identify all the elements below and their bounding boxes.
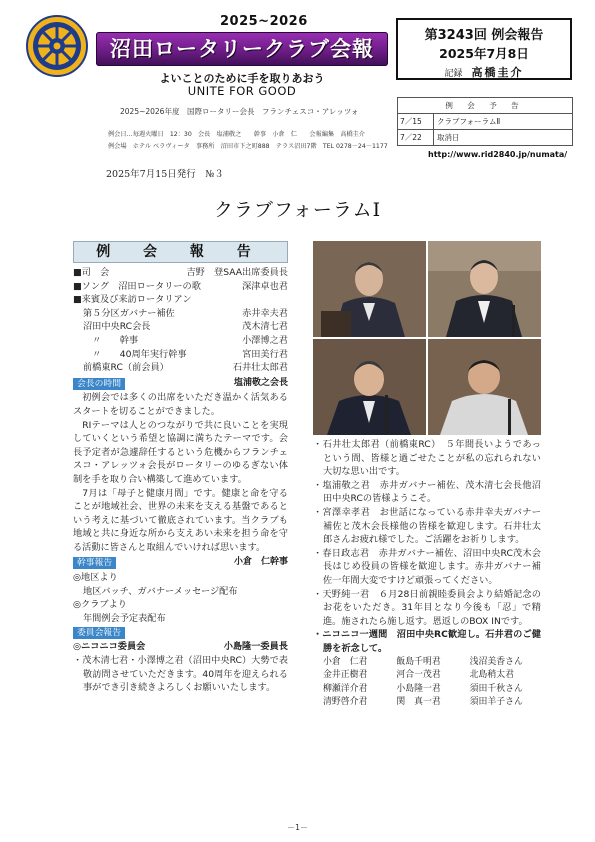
meeting-schedule [397,97,573,146]
president-paragraph: 7月は「母子と健康月間」です。健康と命を守ることが地域社会、世界の未来を支える基盤であるという考えに基づいて徹底されています。当クラブも地域と共に身近な所から支えあい未来を担う命を守る活動に皆さんと取組んでいければ思います。 [73,487,288,553]
report-box [396,18,572,80]
secretary-item: 地区バッチ、ガバナーメッセージ配布 [83,585,238,597]
schedule-row [398,130,572,145]
committee-name: ◎ニコニコ委員会 [73,641,146,653]
guest-name: 小澤博之君 [242,334,288,346]
page-title: クラブフォーラムⅠ [213,199,382,221]
schedule-date: 7／22 [398,130,434,145]
committee-item: ・茂木清七君・小澤博之君（沼田中央RC）大勢で表敬訪問させていただきます。40周年を迎えられる事ができ引き続きよろしくお願いいたします。 [73,655,288,694]
info-line-1: 2025~2026年度 国際ロータリー会長 フランチェスコ・アレッツォ [120,107,359,116]
schedule-item: 取消日 [437,133,460,142]
year-range: 2025~2026 [220,14,308,29]
schedule-title: 例 会 予 告 [398,98,572,114]
guest-name: 石井壮太郎君 [232,362,288,374]
slogan-jp: よいことのために手を取りあおう [159,72,325,85]
president-time-label: 会長の時間 [73,378,125,390]
nikoniko-item: ・宮澤幸孝君 お世話になっている赤井幸夫ガバナー補佐と茂木会長様他の皆様を歓迎します。石井壮太郎さんお疲れ様でした。ご活躍をお祈りします。 [313,506,541,546]
nikoniko-column [313,438,541,710]
guest-line [73,361,288,375]
nikoniko-item: ・天野純一君 ６月28日前親睦委員会より結婚記念のお花をいただき。31年目となり今後も「忍」で精進。施されたら施し返す。恩返しのBOX INです。 [313,588,541,627]
info-line-3: 例会場 ホテル ベラヴィータ 事務所 沼田市下之町888 テラス沼田7階 TEL 0278－24－1177 [108,143,388,150]
secretary-report-bar [73,556,288,570]
issue-info: 2025年7月15日発行 №３ [106,169,224,180]
club-name-banner [96,32,388,66]
photo-guest-speaker-3 [313,339,426,435]
guest-role: 〃 40周年実行幹事 [83,348,187,360]
rotary-logo [25,14,89,78]
nikoniko-weekly: ・ニコニコ一週間 沼田中央RC歓迎し。石井君のご健勝を祈念して。 [313,629,541,654]
president-name: 塩浦敬之会長 [233,377,288,388]
guest-line [73,307,288,321]
slogan-en: UNITE FOR GOOD [187,84,297,98]
photo-guest-speaker-1 [313,241,426,337]
president-paragraph: 初例会では多くの出席をいただき温かく活気あるスタートを切ることができました。 [73,392,288,417]
member-name: 浅沼美香さん [469,656,523,667]
recorder-name: 高橋圭介 [471,66,524,79]
guest-role: 前橋東RC（前会員） [83,362,169,374]
guest-name: 宮田美行君 [242,348,288,360]
recorder-label: 記録 [444,69,463,79]
member-name: 小倉 仁君 [323,656,368,667]
club-name: 沼田ロータリークラブ会報 [110,37,374,61]
secretary-name: 小倉 仁幹事 [233,557,288,568]
guest-role: 第５分区ガバナー補佐 [83,307,175,319]
website-url[interactable]: http://www.rid2840.jp/numata/ [428,150,568,159]
nikoniko-item: ・塩浦敬之君 赤井ガバナー補佐、茂木清七会長他沼田中央RCの皆様ようこそ。 [313,479,541,505]
photo-guest-speaker-4 [428,339,541,435]
report-heading: 例 会 報 告 [73,241,288,263]
secretary-item: ◎地区より [73,572,118,584]
report-number: 第3243回 例会報告 [424,28,544,43]
meeting-report [73,241,288,695]
report-line-left: ■ソング 沼田ロータリーの歌 [73,280,201,292]
member-name: 清野啓介君 [323,697,368,708]
guest-line [73,348,288,362]
photo-guest-speaker-2 [428,241,541,337]
committee-chair: 小島隆一委員長 [223,641,288,653]
member-name: 飯島千明君 [396,656,441,667]
report-line-right: 深津卓也君 [242,280,288,292]
guest-role: 沼田中央RC会長 [83,321,151,333]
page-number: －1－ [286,823,309,832]
committee-report-bar [73,627,288,639]
member-name: 河合一茂君 [396,670,441,681]
member-name: 関 真一君 [396,697,441,708]
committee-report-label: 委員会報告 [73,627,125,639]
guest-line [73,334,288,348]
secretary-item: ◎クラブより [73,599,127,611]
schedule-item: クラブフォーラムⅡ [437,117,501,126]
secretary-item: 年間例会予定表配布 [83,612,166,624]
member-name: 須田羊子さん [469,697,523,708]
member-name: 須田千秋さん [469,683,523,694]
nikoniko-item: ・春日政志君 赤井ガバナー補佐、沼田中央RC茂木会長はじめ役員の皆様を歓迎します。赤井ガバナー補佐一年間大変ですけど頑張ってください。 [313,547,541,586]
nikoniko-names [313,656,541,710]
info-line-2: 例会日…毎週火曜日 12：30 会長 塩浦敬之 幹事 小倉 仁 会報編集 高橋圭介 [108,131,366,138]
guest-line [73,320,288,334]
recorder [398,64,570,80]
member-name: 金井正樹君 [323,670,368,681]
member-name: 小島隆一君 [396,683,441,694]
report-line-left: ■司 会 [73,267,110,278]
report-date: 2025年7月8日 [439,46,529,61]
guest-name: 赤井幸夫君 [242,307,288,319]
secretary-report-label: 幹事報告 [73,557,116,569]
committee-head [73,640,288,654]
president-paragraph: RIテーマは人とのつながりで共に良いことを実現していくという希望と協調に満ちたテーマです。会長予定者が急遽辞任するという危機からフランチェスコ・アレッツォ会長がロータリーのゆるぎない体制を手を取り合い構築して進めています。 [73,419,288,485]
report-line-left: ■来賓及び来訪ロータリアン [73,294,192,306]
report-line-right: 吉野 登SAA出席委員長 [186,267,288,278]
president-time-bar [73,377,288,391]
guest-name: 茂木清七君 [242,321,288,333]
nikoniko-item: ・石井壮太郎君（前橋東RC） ５年間長いようであっという間、皆様と過ごせたことが私の忘れられない大切な思い出です。 [313,439,541,478]
member-name: 北島稍太君 [469,670,515,681]
report-line [73,280,288,294]
report-line [73,266,288,280]
schedule-date: 7／15 [398,114,434,129]
guest-role: 〃 幹事 [83,334,139,346]
member-name: 柳瀬洋介君 [323,683,368,694]
schedule-row [398,114,572,130]
report-line [73,293,288,307]
